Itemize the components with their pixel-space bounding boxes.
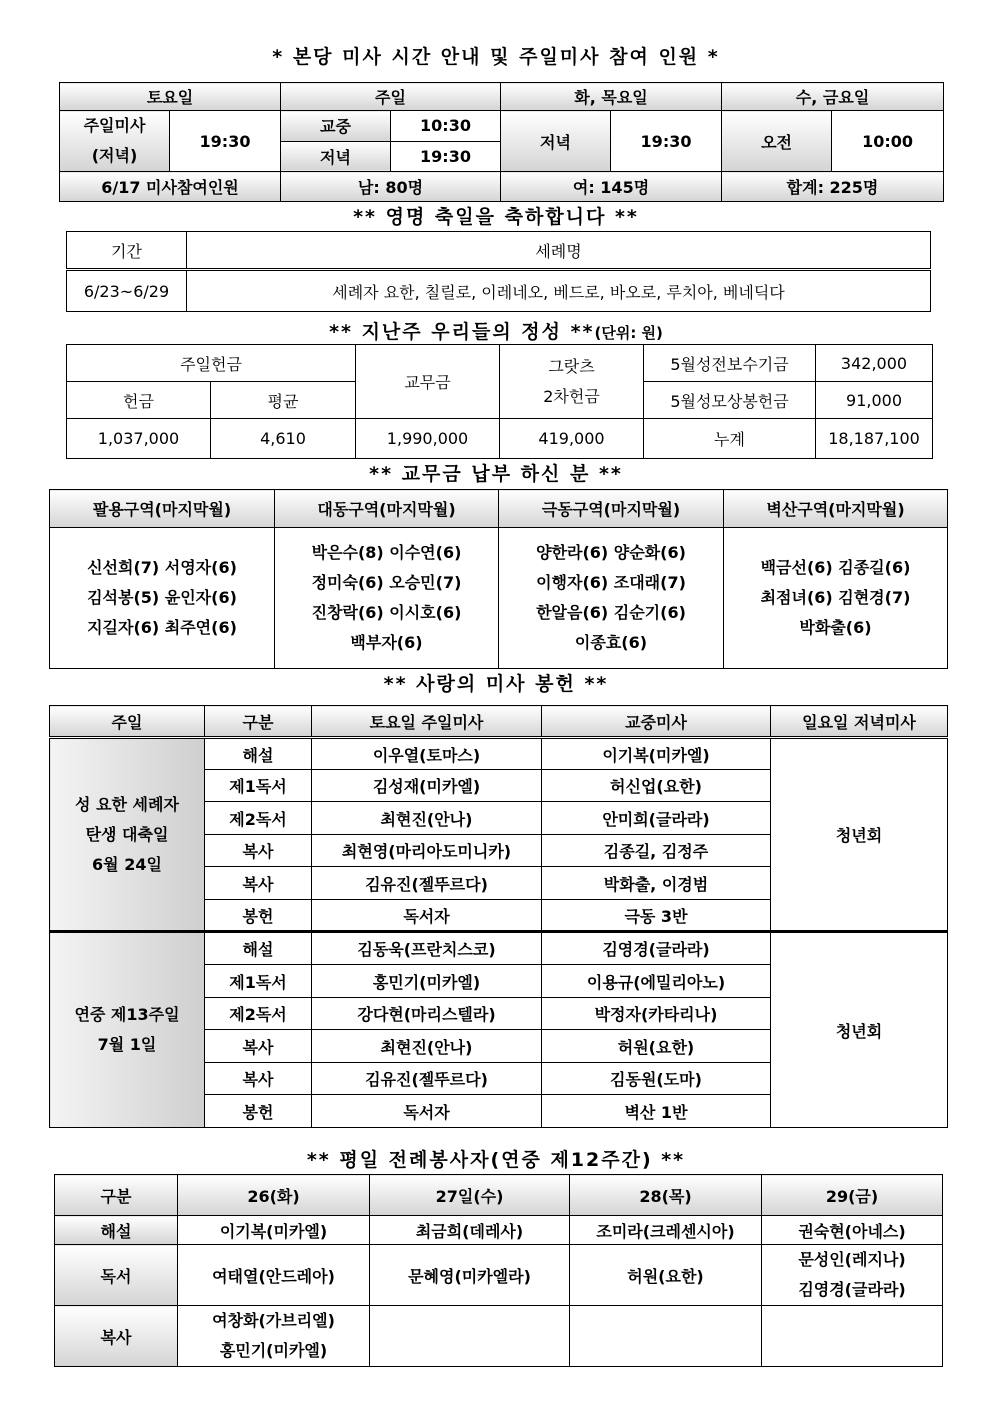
dues-header-palyong: 팔용구역(마지막월) [50, 490, 275, 528]
service-main-person: 벽산 1반 [542, 1095, 771, 1128]
service-sat-person: 강다현(마리스텔라) [312, 998, 542, 1030]
service-main-person: 김동원(도마) [542, 1063, 771, 1095]
attendance-total: 합계: 225명 [722, 172, 944, 202]
service-main-person: 안미희(글라라) [542, 802, 771, 835]
dues-entry: 한알음(6) 김순기(6) [536, 603, 686, 622]
offering-gratch-value: 419,000 [500, 419, 644, 459]
weekday-commentary-fri: 권숙현(아네스) [762, 1216, 943, 1245]
service-role: 제1독서 [205, 965, 312, 998]
weekday-header-wed: 27일(수) [370, 1175, 570, 1216]
dues-geukdong-list [499, 528, 724, 669]
service-main-person: 박정자(카타리나) [542, 998, 771, 1030]
service-sat-person: 최현진(안나) [312, 1030, 542, 1063]
offering-gratch-label [500, 345, 644, 419]
offering-avg-label: 평균 [211, 382, 356, 419]
service-main-person: 이기복(미카엘) [542, 738, 771, 770]
header-sunday: 주일 [281, 83, 501, 111]
weekday-header-fri: 29(금) [762, 1175, 943, 1216]
dues-entry: 김석봉(5) 윤인자(6) [87, 588, 237, 607]
weekday-server-thu [570, 1306, 762, 1367]
dues-entry: 지길자(6) 최주연(6) [87, 618, 237, 637]
service-main-person: 허신업(요한) [542, 770, 771, 802]
service-sat-person: 최현진(안나) [312, 802, 542, 835]
offering-gratch-line1: 그랏츠 [548, 356, 595, 376]
service-main-person: 박화출, 이경범 [542, 867, 771, 900]
service-role: 해설 [205, 932, 312, 965]
weekday-commentary-label: 해설 [55, 1216, 178, 1245]
service-main-person: 김영경(글라라) [542, 932, 771, 965]
offering-may2-value: 91,000 [816, 382, 933, 419]
title-feast: ** 영명 축일을 축하합니다 ** [353, 206, 639, 228]
dues-table [49, 489, 948, 669]
weekday-server-wed [370, 1306, 570, 1367]
weekday-server-fri [762, 1306, 943, 1367]
dues-daedong-list [275, 528, 499, 669]
weekday-reader-label: 독서 [55, 1245, 178, 1306]
service-role: 복사 [205, 867, 312, 900]
title-weekday: ** 평일 전례봉사자(연중 제12주간) ** [306, 1149, 686, 1171]
service-week2-line: 연중 제13주일 [74, 1005, 180, 1024]
service-header-sat: 토요일 주일미사 [312, 706, 542, 738]
weekday-reader-fri [762, 1245, 943, 1306]
saturday-label-line1: 주일미사 [83, 116, 146, 135]
service-sat-person: 독서자 [312, 900, 542, 932]
service-main-person: 허원(요한) [542, 1030, 771, 1063]
offering-may2-label: 5월성모상봉헌금 [644, 382, 816, 419]
service-header-main: 교중미사 [542, 706, 771, 738]
header-wed-fri: 수, 금요일 [722, 83, 944, 111]
feast-period: 6/23~6/29 [67, 270, 187, 312]
header-saturday: 토요일 [60, 83, 281, 111]
service-sat-person: 최현영(마리아도미니카) [312, 835, 542, 867]
offering-table [66, 344, 933, 459]
feast-names: 세례자 요한, 칠릴로, 이레네오, 베드로, 바오로, 루치아, 베네딕다 [187, 270, 931, 312]
attendance-label: 6/17 미사참여인원 [60, 172, 281, 202]
service-sat-person: 김성재(미카엘) [312, 770, 542, 802]
attendance-female: 여: 145명 [501, 172, 722, 202]
wed-label: 오전 [722, 111, 832, 172]
sunday-time-main: 10:30 [391, 111, 501, 142]
service-header-evening: 일요일 저녁미사 [771, 706, 948, 738]
dues-entry: 진창락(6) 이시호(6) [311, 603, 462, 622]
feast-header-names: 세례명 [187, 232, 931, 270]
service-main-person: 극동 3반 [542, 900, 771, 932]
dues-header-geukdong: 극동구역(마지막월) [499, 490, 724, 528]
dues-header-byeoksan: 벽산구역(마지막월) [724, 490, 948, 528]
service-week1-line: 성 요한 세례자 [75, 794, 179, 814]
tue-label: 저녁 [501, 111, 611, 172]
service-role: 제1독서 [205, 770, 312, 802]
weekday-server-tue-1: 여창화(가브리엘) [212, 1311, 335, 1330]
title-service: ** 사랑의 미사 봉헌 ** [383, 673, 609, 695]
offering-cash-value: 1,037,000 [67, 419, 211, 459]
offering-gyomu-value: 1,990,000 [356, 419, 500, 459]
service-week2-evening: 청년회 [771, 932, 948, 1128]
tue-time: 19:30 [611, 111, 722, 172]
saturday-label [60, 111, 170, 172]
sunday-label-evening: 저녁 [281, 141, 391, 172]
service-sat-person: 이우열(토마스) [312, 738, 542, 770]
weekday-server-tue [178, 1306, 370, 1367]
weekday-header-role: 구분 [55, 1175, 178, 1216]
dues-entry: 백금선(6) 김종길(6) [760, 558, 911, 577]
service-header-role: 구분 [205, 706, 312, 738]
title-mass-schedule: * 본당 미사 시간 안내 및 주일미사 참여 인원 * [272, 46, 720, 68]
service-role: 제2독서 [205, 998, 312, 1030]
service-sat-person: 김유진(젤뚜르다) [312, 867, 542, 900]
dues-entry: 이종효(6) [574, 633, 648, 652]
weekday-reader-wed: 문혜영(미카엘라) [370, 1245, 570, 1306]
title-offering-unit: (단위: 원) [594, 324, 663, 342]
sunday-label-main: 교중 [281, 111, 391, 142]
service-role: 봉헌 [205, 900, 312, 932]
dues-entry: 양한라(6) 양순화(6) [536, 543, 686, 562]
service-week2-line: 7월 1일 [97, 1035, 157, 1054]
feast-header-period: 기간 [67, 232, 187, 270]
title-offering-text: ** 지난주 우리들의 정성 ** [329, 321, 595, 343]
dues-entry: 박화출(6) [799, 618, 872, 637]
weekday-reader-tue: 여태열(안드레아) [178, 1245, 370, 1306]
weekday-table [54, 1174, 943, 1367]
service-role: 봉헌 [205, 1095, 312, 1128]
sunday-time-evening: 19:30 [391, 141, 501, 172]
weekday-server-tue-2: 홍민기(미카엘) [219, 1341, 328, 1360]
dues-palyong-list [50, 528, 275, 669]
offering-cum-label: 누계 [644, 419, 816, 459]
service-main-person: 이용규(에밀리아노) [542, 965, 771, 998]
service-sat-person: 독서자 [312, 1095, 542, 1128]
service-week2 [50, 932, 205, 1128]
offering-gyomu-label: 교무금 [356, 345, 500, 419]
weekday-reader-fri-2: 김영경(글라라) [798, 1280, 906, 1299]
title-offering [0, 317, 992, 344]
mass-schedule-table [59, 82, 944, 202]
dues-byeoksan-list [724, 528, 948, 669]
weekday-reader-thu: 허원(요한) [570, 1245, 762, 1306]
service-main-person: 김종길, 김정주 [542, 835, 771, 867]
offering-may1-value: 342,000 [816, 345, 933, 382]
attendance-male: 남: 80명 [281, 172, 501, 202]
service-role: 제2독서 [205, 802, 312, 835]
weekday-header-thu: 28(목) [570, 1175, 762, 1216]
weekday-commentary-thu: 조미라(크레센시아) [570, 1216, 762, 1245]
dues-entry: 정미숙(6) 오승민(7) [311, 573, 462, 592]
service-role: 복사 [205, 1030, 312, 1063]
weekday-reader-fri-1: 문성인(레지나) [798, 1250, 906, 1269]
dues-entry: 이행자(6) 조대래(7) [536, 573, 686, 592]
service-week1-line: 탄생 대축일 [85, 824, 169, 844]
service-week1-evening: 청년회 [771, 738, 948, 932]
weekday-server-label: 복사 [55, 1306, 178, 1367]
service-role: 복사 [205, 835, 312, 867]
weekday-commentary-wed: 최금희(데레사) [370, 1216, 570, 1245]
weekday-commentary-tue: 이기복(미카엘) [178, 1216, 370, 1245]
service-table [49, 705, 948, 1128]
service-week1-line: 6월 24일 [92, 854, 162, 874]
offering-gratch-line2: 2차헌금 [543, 386, 600, 406]
service-role: 해설 [205, 738, 312, 770]
title-dues: ** 교무금 납부 하신 분 ** [369, 463, 623, 485]
offering-may1-label: 5월성전보수기금 [644, 345, 816, 382]
service-week1 [50, 738, 205, 932]
dues-header-daedong: 대동구역(마지막월) [275, 490, 499, 528]
offering-sunday-label: 주일헌금 [67, 345, 356, 382]
saturday-time: 19:30 [170, 111, 281, 172]
service-sat-person: 김동욱(프란치스코) [312, 932, 542, 965]
offering-avg-value: 4,610 [211, 419, 356, 459]
weekday-header-tue: 26(화) [178, 1175, 370, 1216]
offering-cash-label: 헌금 [67, 382, 211, 419]
saturday-label-line2: (저녁) [91, 146, 138, 165]
service-header-week: 주일 [50, 706, 205, 738]
dues-entry: 백부자(6) [350, 633, 423, 652]
dues-entry: 신선희(7) 서영자(6) [87, 558, 237, 577]
service-sat-person: 김유진(젤뚜르다) [312, 1063, 542, 1095]
header-tue-thu: 화, 목요일 [501, 83, 722, 111]
feast-table [66, 231, 931, 312]
dues-entry: 박은수(8) 이수연(6) [311, 543, 462, 562]
offering-cum-value: 18,187,100 [816, 419, 933, 459]
dues-entry: 최점녀(6) 김현경(7) [760, 588, 911, 607]
service-sat-person: 홍민기(미카엘) [312, 965, 542, 998]
wed-time: 10:00 [832, 111, 944, 172]
service-role: 복사 [205, 1063, 312, 1095]
